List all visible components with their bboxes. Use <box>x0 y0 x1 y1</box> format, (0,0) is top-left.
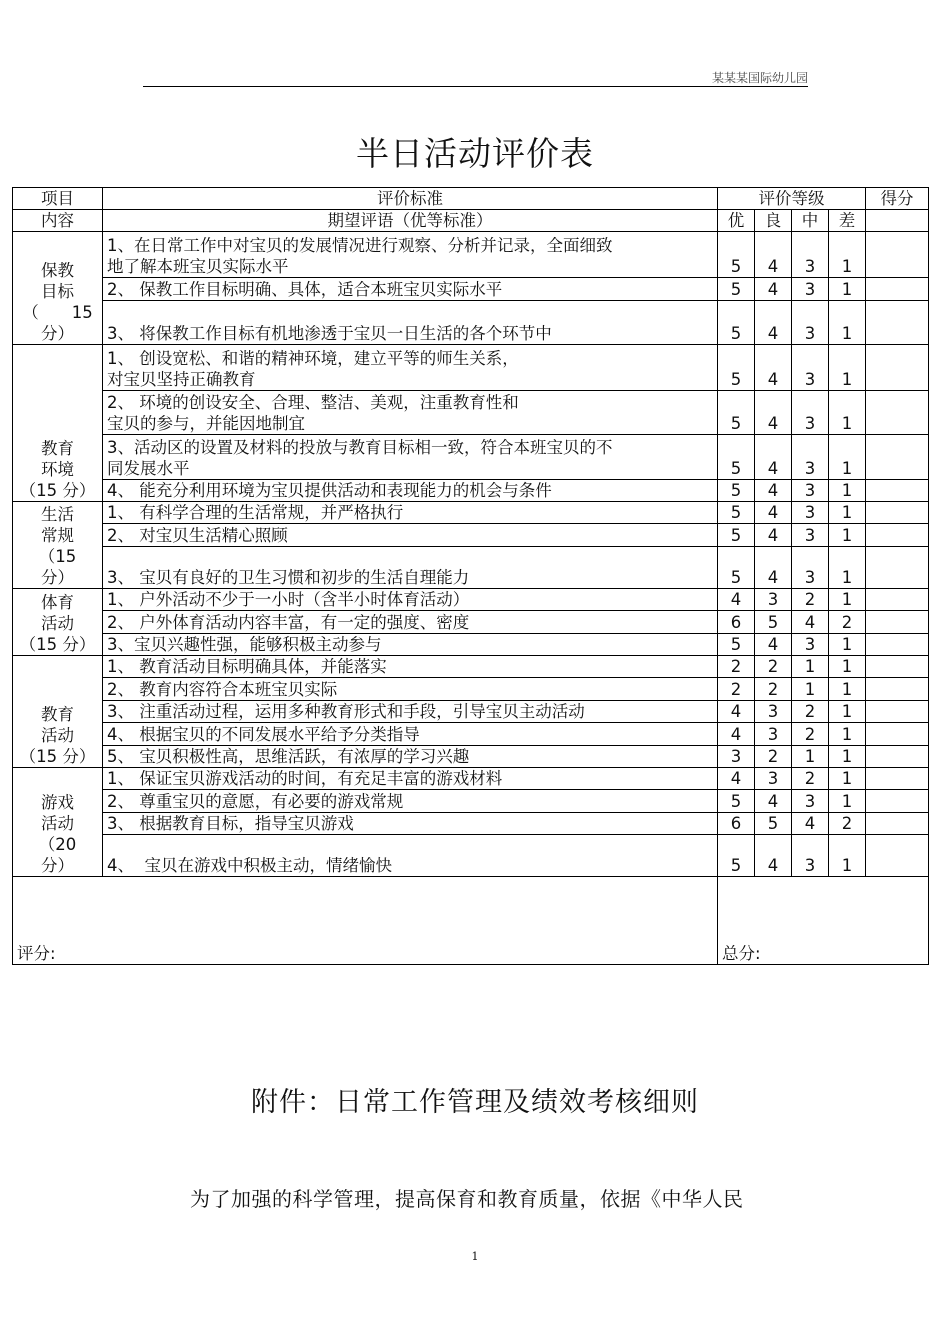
grade-poor-value: 1 <box>829 790 866 813</box>
grade-excellent-value: 5 <box>718 524 755 547</box>
header-content: 内容 <box>13 210 103 232</box>
criterion-row <box>13 656 929 678</box>
score-cell[interactable] <box>866 723 929 746</box>
criterion-row <box>13 278 929 301</box>
criterion-text: 3、 根据教育目标，指导宝贝游戏 <box>103 813 718 835</box>
criterion-text: 1、在日常工作中对宝贝的发展情况进行观察、分析并记录，全面细致 地了解本班宝贝实际水平 <box>103 232 718 278</box>
grade-excellent-value: 5 <box>718 232 755 278</box>
category-cell: 保教 目标 （ 15 分） <box>13 232 103 345</box>
criterion-text: 4、 根据宝贝的不同发展水平给予分类指导 <box>103 723 718 746</box>
grade-good-value: 2 <box>755 678 792 701</box>
grade-excellent-value: 6 <box>718 611 755 634</box>
grade-fair-value: 3 <box>792 634 829 656</box>
grade-good-value: 4 <box>755 391 792 435</box>
category-cell: 生活 常规 （15 分） <box>13 502 103 589</box>
criterion-row <box>13 232 929 278</box>
grade-poor-value: 1 <box>829 746 866 768</box>
grade-good-value: 4 <box>755 502 792 524</box>
grade-poor-value: 1 <box>829 391 866 435</box>
score-cell[interactable] <box>866 678 929 701</box>
criterion-text: 1、 创设宽松、和谐的精神环境，建立平等的师生关系， 对宝贝坚持正确教育 <box>103 345 718 391</box>
grade-fair-value: 3 <box>792 278 829 301</box>
grade-poor-value: 1 <box>829 345 866 391</box>
criterion-text: 5、 宝贝积极性高，思维活跃，有浓厚的学习兴趣 <box>103 746 718 768</box>
grade-good-value: 2 <box>755 656 792 678</box>
grade-excellent-value: 5 <box>718 502 755 524</box>
criterion-row <box>13 768 929 790</box>
score-cell[interactable] <box>866 589 929 611</box>
category-cell: 游戏 活动 （20 分） <box>13 768 103 877</box>
grade-poor-value: 1 <box>829 301 866 345</box>
grade-excellent-value: 5 <box>718 345 755 391</box>
score-cell[interactable] <box>866 611 929 634</box>
grade-poor-value: 2 <box>829 813 866 835</box>
annex-paragraph: 为了加强的科学管理，提高保育和教育质量，依据《中华人民 <box>190 1187 744 1211</box>
remark-cell[interactable]: 评分: <box>13 877 718 965</box>
grade-fair-value: 3 <box>792 502 829 524</box>
grade-good-value: 4 <box>755 634 792 656</box>
grade-excellent-value: 4 <box>718 723 755 746</box>
header-grade-good: 良 <box>755 210 792 232</box>
category-cell: 教育 活动 （15 分） <box>13 656 103 768</box>
grade-excellent-value: 5 <box>718 790 755 813</box>
score-cell[interactable] <box>866 278 929 301</box>
grade-good-value: 2 <box>755 746 792 768</box>
header-level: 评价等级 <box>718 188 866 210</box>
criterion-row <box>13 547 929 589</box>
grade-poor-value: 1 <box>829 589 866 611</box>
score-cell[interactable] <box>866 232 929 278</box>
grade-good-value: 4 <box>755 524 792 547</box>
grade-poor-value: 1 <box>829 480 866 502</box>
criterion-row <box>13 480 929 502</box>
grade-poor-value: 2 <box>829 611 866 634</box>
header-org-name: 某某某国际幼儿园 <box>711 71 808 85</box>
criterion-row <box>13 678 929 701</box>
criterion-row <box>13 813 929 835</box>
criterion-text: 3、 将保教工作目标有机地渗透于宝贝一日生活的各个环节中 <box>103 301 718 345</box>
grade-fair-value: 4 <box>792 611 829 634</box>
grade-fair-value: 1 <box>792 678 829 701</box>
page-number: 1 <box>471 1250 479 1263</box>
grade-fair-value: 1 <box>792 656 829 678</box>
grade-poor-value: 1 <box>829 701 866 723</box>
header-rule <box>143 86 808 87</box>
score-cell[interactable] <box>866 547 929 589</box>
grade-fair-value: 4 <box>792 813 829 835</box>
criterion-text: 4、 能充分利用环境为宝贝提供活动和表现能力的机会与条件 <box>103 480 718 502</box>
criterion-text: 3、 注重活动过程，运用多种教育形式和手段，引导宝贝主动活动 <box>103 701 718 723</box>
criterion-text: 2、 尊重宝贝的意愿，有必要的游戏常规 <box>103 790 718 813</box>
score-cell[interactable] <box>866 524 929 547</box>
page-title: 半日活动评价表 <box>356 134 594 173</box>
grade-poor-value: 1 <box>829 634 866 656</box>
header-score-blank <box>866 210 929 232</box>
grade-excellent-value: 5 <box>718 435 755 480</box>
grade-poor-value: 1 <box>829 547 866 589</box>
criterion-row <box>13 589 929 611</box>
grade-poor-value: 1 <box>829 435 866 480</box>
grade-fair-value: 3 <box>792 345 829 391</box>
grade-fair-value: 3 <box>792 480 829 502</box>
category-cell: 体育 活动 （15 分） <box>13 589 103 656</box>
grade-poor-value: 1 <box>829 678 866 701</box>
grade-poor-value: 1 <box>829 768 866 790</box>
grade-poor-value: 1 <box>829 835 866 877</box>
criterion-row <box>13 746 929 768</box>
grade-good-value: 3 <box>755 723 792 746</box>
grade-good-value: 3 <box>755 701 792 723</box>
criterion-text: 3、 宝贝有良好的卫生习惯和初步的生活自理能力 <box>103 547 718 589</box>
score-cell[interactable] <box>866 790 929 813</box>
criterion-row <box>13 435 929 480</box>
header-row-2 <box>13 210 929 232</box>
grade-excellent-value: 5 <box>718 278 755 301</box>
criterion-text: 2、 教育内容符合本班宝贝实际 <box>103 678 718 701</box>
grade-excellent-value: 5 <box>718 547 755 589</box>
grade-excellent-value: 5 <box>718 634 755 656</box>
score-cell[interactable] <box>866 301 929 345</box>
criterion-text: 2、 对宝贝生活精心照顾 <box>103 524 718 547</box>
score-cell[interactable] <box>866 345 929 391</box>
annex-title: 附件：日常工作管理及绩效考核细则 <box>251 1087 699 1118</box>
grade-good-value: 4 <box>755 547 792 589</box>
score-cell[interactable] <box>866 768 929 790</box>
criterion-row <box>13 524 929 547</box>
evaluation-table-body <box>13 188 929 965</box>
grade-good-value: 4 <box>755 435 792 480</box>
score-cell[interactable] <box>866 391 929 435</box>
criterion-row <box>13 301 929 345</box>
grade-good-value: 5 <box>755 813 792 835</box>
score-cell[interactable] <box>866 813 929 835</box>
grade-good-value: 4 <box>755 345 792 391</box>
grade-excellent-value: 5 <box>718 301 755 345</box>
grade-excellent-value: 4 <box>718 701 755 723</box>
footer-row <box>13 877 929 965</box>
grade-poor-value: 1 <box>829 723 866 746</box>
criterion-text: 2、 环境的创设安全、合理、整洁、美观，注重教育性和 宝贝的参与，并能因地制宜 <box>103 391 718 435</box>
grade-fair-value: 3 <box>792 835 829 877</box>
grade-fair-value: 1 <box>792 746 829 768</box>
header-row-1 <box>13 188 929 210</box>
criterion-row <box>13 611 929 634</box>
header-grade-fair: 中 <box>792 210 829 232</box>
grade-fair-value: 3 <box>792 232 829 278</box>
score-cell[interactable] <box>866 480 929 502</box>
grade-excellent-value: 6 <box>718 813 755 835</box>
grade-good-value: 5 <box>755 611 792 634</box>
grade-good-value: 4 <box>755 790 792 813</box>
grade-poor-value: 1 <box>829 524 866 547</box>
criterion-text: 4、 宝贝在游戏中积极主动，情绪愉快 <box>103 835 718 877</box>
criterion-text: 1、 保证宝贝游戏活动的时间，有充足丰富的游戏材料 <box>103 768 718 790</box>
criterion-row <box>13 723 929 746</box>
criterion-text: 2、 户外体育活动内容丰富，有一定的强度、密度 <box>103 611 718 634</box>
grade-fair-value: 3 <box>792 391 829 435</box>
header-grade-excellent: 优 <box>718 210 755 232</box>
score-cell[interactable] <box>866 502 929 524</box>
criterion-row <box>13 345 929 391</box>
grade-poor-value: 1 <box>829 232 866 278</box>
grade-fair-value: 2 <box>792 589 829 611</box>
grade-fair-value: 2 <box>792 701 829 723</box>
score-cell[interactable] <box>866 835 929 877</box>
grade-good-value: 4 <box>755 232 792 278</box>
grade-excellent-value: 4 <box>718 589 755 611</box>
score-cell[interactable] <box>866 746 929 768</box>
header-score: 得分 <box>866 188 929 210</box>
evaluation-table <box>12 187 929 965</box>
criterion-row <box>13 790 929 813</box>
criterion-row <box>13 634 929 656</box>
grade-excellent-value: 3 <box>718 746 755 768</box>
score-cell[interactable] <box>866 656 929 678</box>
category-cell: 教育 环境 （15 分） <box>13 345 103 502</box>
criterion-text: 1、 教育活动目标明确具体，并能落实 <box>103 656 718 678</box>
grade-good-value: 3 <box>755 589 792 611</box>
grade-fair-value: 2 <box>792 723 829 746</box>
grade-fair-value: 3 <box>792 435 829 480</box>
score-cell[interactable] <box>866 701 929 723</box>
grade-good-value: 3 <box>755 768 792 790</box>
grade-good-value: 4 <box>755 480 792 502</box>
grade-good-value: 4 <box>755 301 792 345</box>
grade-excellent-value: 4 <box>718 768 755 790</box>
header-grade-poor: 差 <box>829 210 866 232</box>
criterion-text: 1、 户外活动不少于一小时（含半小时体育活动） <box>103 589 718 611</box>
criterion-row <box>13 701 929 723</box>
total-score-cell[interactable]: 总分: <box>718 877 929 965</box>
header-expect: 期望评语（优等标准） <box>103 210 718 232</box>
criterion-row <box>13 391 929 435</box>
score-cell[interactable] <box>866 435 929 480</box>
score-cell[interactable] <box>866 634 929 656</box>
grade-fair-value: 3 <box>792 524 829 547</box>
criterion-text: 3、宝贝兴趣性强，能够积极主动参与 <box>103 634 718 656</box>
grade-excellent-value: 2 <box>718 678 755 701</box>
grade-poor-value: 1 <box>829 502 866 524</box>
grade-fair-value: 2 <box>792 768 829 790</box>
criterion-row <box>13 502 929 524</box>
grade-excellent-value: 5 <box>718 391 755 435</box>
criterion-text: 3、活动区的设置及材料的投放与教育目标相一致，符合本班宝贝的不 同发展水平 <box>103 435 718 480</box>
grade-fair-value: 3 <box>792 790 829 813</box>
grade-poor-value: 1 <box>829 656 866 678</box>
header-standard: 评价标准 <box>103 188 718 210</box>
grade-good-value: 4 <box>755 278 792 301</box>
grade-excellent-value: 2 <box>718 656 755 678</box>
grade-fair-value: 3 <box>792 301 829 345</box>
grade-fair-value: 3 <box>792 547 829 589</box>
grade-poor-value: 1 <box>829 278 866 301</box>
grade-excellent-value: 5 <box>718 835 755 877</box>
criterion-row <box>13 835 929 877</box>
grade-good-value: 4 <box>755 835 792 877</box>
header-item: 项目 <box>13 188 103 210</box>
criterion-text: 1、 有科学合理的生活常规，并严格执行 <box>103 502 718 524</box>
criterion-text: 2、 保教工作目标明确、具体，适合本班宝贝实际水平 <box>103 278 718 301</box>
grade-excellent-value: 5 <box>718 480 755 502</box>
